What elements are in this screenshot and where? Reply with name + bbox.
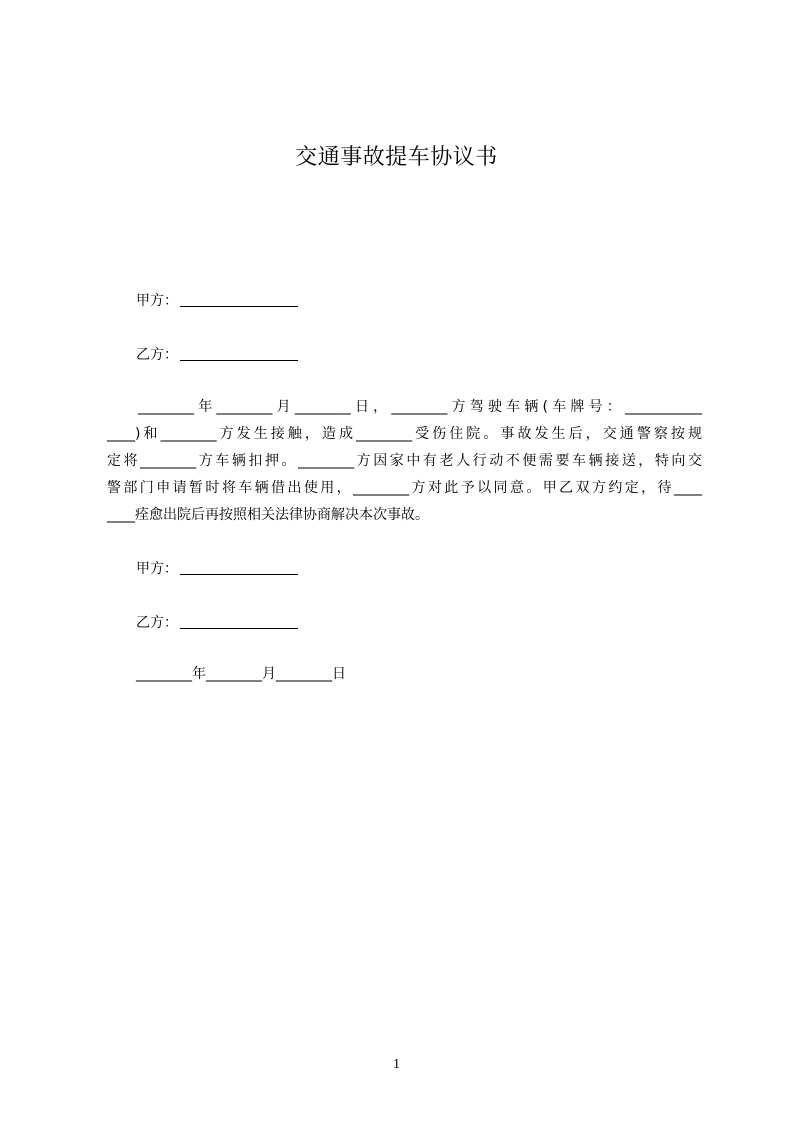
party-b-blank[interactable]	[180, 346, 298, 361]
party-b-signature-blank[interactable]	[180, 614, 298, 629]
body-line-2: ____)和________方发生接触，造成________受伤住院。事故发生后，交通警察按规	[107, 426, 702, 442]
party-a-signature-label: 甲方：	[136, 561, 178, 577]
party-b-label: 乙方：	[136, 347, 178, 363]
party-a-signature-blank[interactable]	[180, 560, 298, 575]
signing-date-line: ________年________月________日	[136, 666, 346, 682]
body-line-3: 定将________方车辆扣押。________方因家中有老人行动不便需要车辆接送，特向交	[107, 453, 702, 469]
party-a-label: 甲方：	[136, 293, 178, 309]
body-line-5: ____痊愈出院后再按照相关法律协商解决本次事故。	[107, 507, 429, 523]
party-a-blank[interactable]	[180, 292, 298, 307]
page-number: 1	[393, 1057, 400, 1072]
body-line-4: 警部门申请暂时将车辆借出使用，________方对此予以同意。甲乙双方约定，待____	[107, 480, 702, 496]
party-b-signature-field	[136, 614, 298, 632]
body-line-1: ________年________月________日，________方驾驶车辆(车牌号：___________	[138, 399, 702, 415]
agreement-body	[107, 398, 702, 533]
party-a-signature-field	[136, 560, 298, 578]
party-a-field	[136, 292, 298, 310]
party-b-signature-label: 乙方：	[136, 615, 178, 631]
party-b-field	[136, 346, 298, 364]
document-title: 交通事故提车协议书	[295, 145, 498, 170]
